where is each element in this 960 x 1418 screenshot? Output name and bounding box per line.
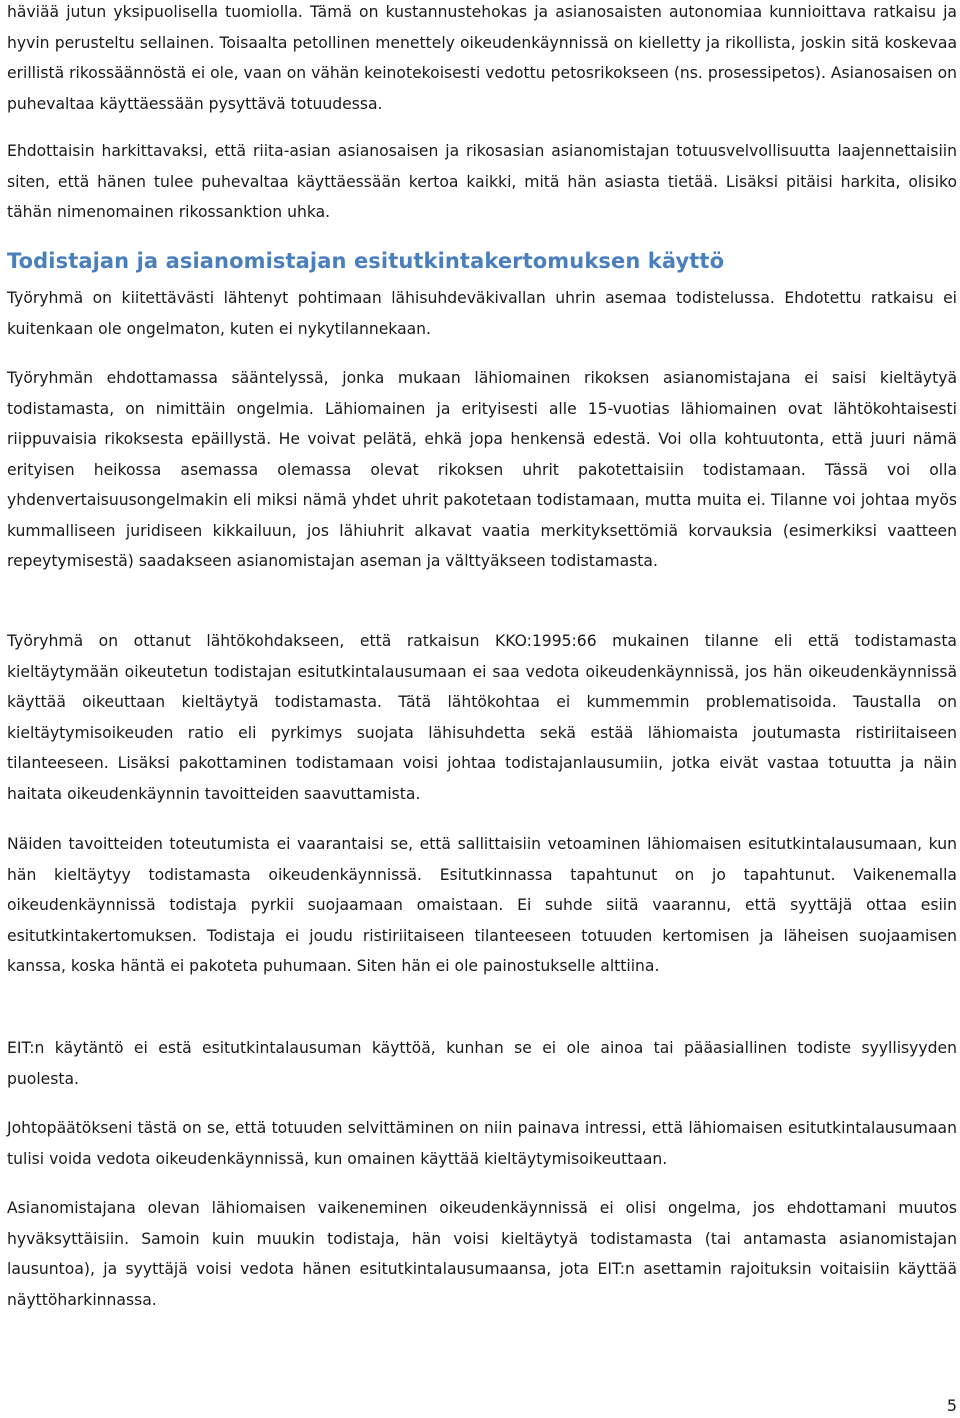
paragraph-proposal: Asianomistajana olevan lähiomaisen vaikeneminen oikeudenkäynnissä ei olisi ongelma, jos ehdottamani muutos hyväksyttäisiin. Samoin kuin muukin todistaja, hän voisi kieltäytyä todistamasta (tai antamasta asianomistajan lausuntoa), ja syyttäjä voisi vedota hänen esitutkintalausumaansa, jota EIT:n asettamin rajoituksin voitaisiin käyttää näyttöharkinnassa.: [7, 1199, 957, 1309]
paragraph-kko-ruling: Työryhmä on ottanut lähtökohdakseen, että ratkaisun KKO:1995:66 mukainen tilanne eli että todistamasta kieltäytymään oikeutetun todistajan esitutkintalausumaan ei saa vedota oikeudenkäynnissä, jos hän oikeudenkäynnissä käyttää oikeuttaan kieltäytyä todistamasta. Tätä lähtökohtaa ei kummemmin problematisoida. Taustalla on kieltäytymisoikeuden ratio eli pyrkimys suojata lähisuhdetta sekä estää lähiomaista joutumasta ristiriitaiseen tilanteeseen. Lisäksi pakottaminen todistamaan voisi johtaa todistajanlausumiin, jotka eivät vastaa totuutta ja näin haitata oikeudenkäynnin tavoitteiden saavuttamista.: [7, 632, 957, 803]
section-heading: Todistajan ja asianomistajan esitutkintakertomuksen käyttö: [7, 249, 725, 273]
paragraph-intro-continuation: häviää jutun yksipuolisella tuomiolla. Tämä on kustannustehokas ja asianosaisten autonomiaa kunnioittava ratkaisu ja hyvin perusteltu sellainen. Toisaalta petollinen menettely oikeudenkäynnissä on kielletty ja rikollista, joskin sitä koskevaa erillistä rikossäännöstä ei ole, vaan on vähän keinotekoisesti vedottu petosrikokseen (ns. prosessipetos). Asianosaisen on puhevaltaa käyttäessään pysyttävä totuudessa.: [7, 3, 957, 113]
page-number: 5: [946, 1396, 957, 1415]
paragraph-truth-obligation: Ehdottaisin harkittavaksi, että riita-asian asianosaisen ja rikosasian asianomistajan totuusvelvollisuutta laajennettaisiin siten, että hänen tulee puhevaltaa käyttäessään kertoa kaikki, mitä hän asiasta tietää. Lisäksi pitäisi harkita, olisiko tähän nimenomainen rikossanktion uhka.: [7, 142, 957, 221]
paragraph-conclusion: Johtopäätökseni tästä on se, että totuuden selvittäminen on niin painava intressi, että lähiomaisen esitutkintalausumaan tulisi voida vedota oikeudenkäynnissä, kun omainen käyttää kieltäytymisoikeuttaan.: [7, 1119, 957, 1168]
paragraph-goals: Näiden tavoitteiden toteutumista ei vaarantaisi se, että sallittaisiin vetoaminen lähiomaisen esitutkintalausumaan, kun hän kieltäytyy todistamasta oikeudenkäynnissä. Esitutkinnassa tapahtunut on jo tapahtunut. Vaikenemalla oikeudenkäynnissä todistaja pyrkii suojaamaan omaistaan. Ei suhde siitä vaarannu, että syyttäjä ottaa esiin esitutkintakertomuksen. Todistaja ei joudu ristiriitaiseen tilanteeseen totuuden kertomisen ja läheisen suojaamisen kanssa, koska häntä ei pakoteta puhumaan. Siten hän ei ole painostukselle alttiina.: [7, 835, 957, 975]
paragraph-working-group: Työryhmä on kiitettävästi lähtenyt pohtimaan lähisuhdeväkivallan uhrin asemaa todistelussa. Ehdotettu ratkaisu ei kuitenkaan ole ongelmaton, kuten ei nykytilannekaan.: [7, 289, 957, 338]
paragraph-eit-practice: EIT:n käytäntö ei estä esitutkintalausuman käyttöä, kunhan se ei ole ainoa tai pääasiallinen todiste syyllisyyden puolesta.: [7, 1039, 957, 1088]
paragraph-regulation-problems: Työryhmän ehdottamassa sääntelyssä, jonka mukaan lähiomainen rikoksen asianomistajana ei saisi kieltäytyä todistamasta, on nimittäin ongelmia. Lähiomainen ja erityisesti alle 15-vuotias lähiomainen ovat lähtökohtaisesti riippuvaisia rikoksesta epäillystä. He voivat pelätä, ehkä jopa henkensä edestä. Voi olla kohtuutonta, että juuri nämä erityisen heikossa asemassa olemassa olevat rikoksen uhrit pakotettaisiin todistamaan. Tässä voi olla yhdenvertaisuusongelmakin eli miksi nämä yhdet uhrit pakotetaan todistamaan, mutta muita ei. Tilanne voi johtaa myös kummalliseen juridiseen kikkailuun, jos lähiuhrit alkavat vaatia merkityksettömiä korvauksia (esimerkiksi vaatteen repeytymisestä) saadakseen asianomistajan aseman ja välttyäkseen todistamasta.: [7, 369, 957, 570]
